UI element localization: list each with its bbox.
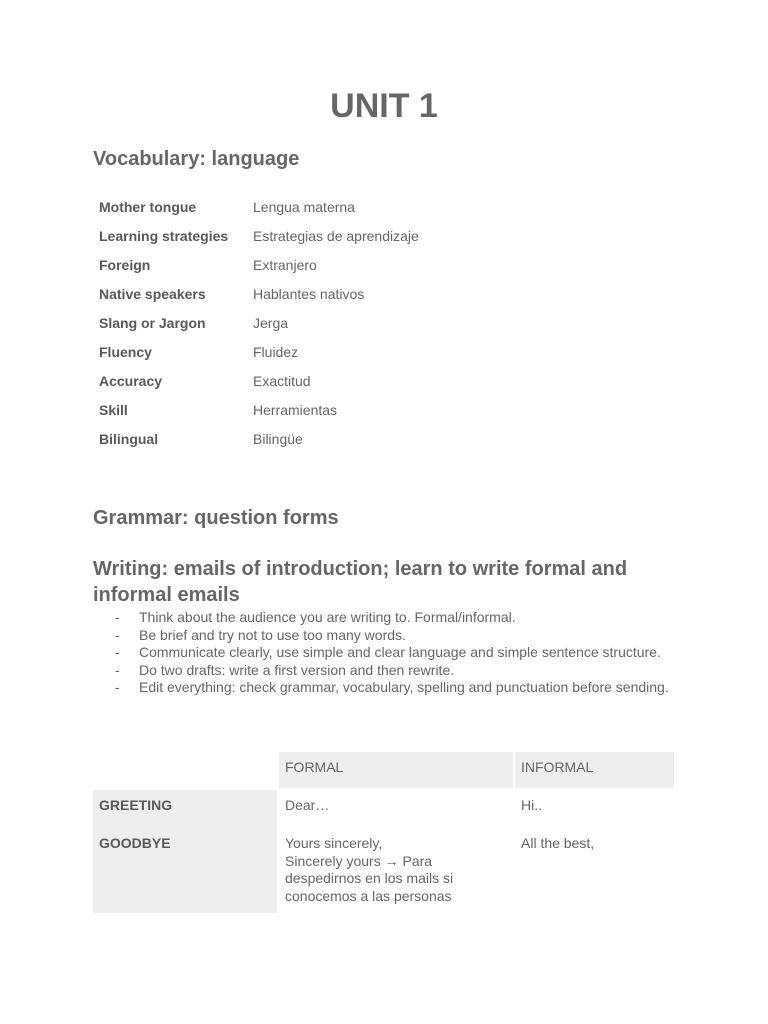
vocabulary-term: Foreign <box>99 256 151 273</box>
bullet-dash: - <box>115 644 120 660</box>
writing-tip <box>115 662 675 680</box>
greeting-label-cell <box>93 790 277 826</box>
vocabulary-term: Mother tongue <box>99 198 197 215</box>
writing-tip-text: Edit everything: check grammar, vocabulary, spelling and punctuation before sending. <box>139 679 669 695</box>
vocabulary-translation: Bilingüe <box>253 430 303 447</box>
vocabulary-row <box>93 366 419 395</box>
vocabulary-translation: Extranjero <box>253 256 317 273</box>
goodbye-label-cell <box>93 828 277 913</box>
greeting-formal: Dear… <box>285 797 330 813</box>
greeting-label: GREETING <box>99 797 173 813</box>
vocabulary-table-body <box>93 192 419 453</box>
goodbye-formal-note: Sincerely yours → Para despedirnos en los mails si conocemos a las personas <box>285 852 454 904</box>
table-row-greeting <box>93 790 674 826</box>
writing-tip-text: Do two drafts: write a first version and then rewrite. <box>139 661 455 678</box>
formal-header: FORMAL <box>279 752 513 788</box>
table-header-row <box>93 752 674 788</box>
bullet-dash: - <box>115 609 120 625</box>
empty-header-cell <box>93 752 277 788</box>
writing-tip-text: Be brief and try not to use too many words. <box>139 626 406 643</box>
writing-tip <box>115 609 675 627</box>
vocabulary-translation: Estrategias de aprendizaje <box>253 227 419 244</box>
writing-tip <box>115 627 675 645</box>
goodbye-label: GOODBYE <box>99 835 171 851</box>
page-title: UNIT 1 <box>330 87 438 125</box>
writing-tip <box>115 679 675 697</box>
vocabulary-heading: Vocabulary: language <box>93 148 300 170</box>
writing-tip-text: Communicate clearly, use simple and clear language and simple sentence structure. <box>139 644 661 660</box>
vocabulary-term: Bilingual <box>99 430 159 447</box>
table-row-goodbye <box>93 828 674 913</box>
vocabulary-term: Native speakers <box>99 285 206 302</box>
vocabulary-translation: Lengua materna <box>253 198 355 215</box>
vocabulary-translation: Hablantes nativos <box>253 285 365 302</box>
writing-tips-list <box>115 609 675 697</box>
vocabulary-term: Fluency <box>99 343 152 360</box>
vocabulary-translation: Jerga <box>253 314 289 331</box>
vocabulary-translation: Herramientas <box>253 401 338 418</box>
goodbye-formal: Yours sincerely, <box>285 835 383 851</box>
writing-tip-text: Think about the audience you are writing to. Formal/informal. <box>139 609 516 625</box>
vocabulary-row <box>93 279 419 308</box>
grammar-heading: Grammar: question forms <box>93 507 339 529</box>
vocabulary-term: Slang or Jargon <box>99 314 206 331</box>
vocabulary-translation: Exactitud <box>253 372 311 389</box>
vocabulary-row <box>93 337 419 366</box>
goodbye-informal: All the best, <box>521 835 595 851</box>
bullet-dash: - <box>115 679 120 695</box>
vocabulary-translation: Fluidez <box>253 343 299 360</box>
vocabulary-row <box>93 221 419 250</box>
greeting-informal: Hi.. <box>521 797 542 813</box>
informal-header: INFORMAL <box>515 752 674 788</box>
vocabulary-term: Skill <box>99 401 128 418</box>
writing-tip <box>115 644 675 662</box>
bullet-dash: - <box>115 661 120 678</box>
vocabulary-table <box>93 192 419 453</box>
vocabulary-term: Learning strategies <box>99 227 229 244</box>
vocabulary-row <box>93 395 419 424</box>
vocabulary-row <box>93 250 419 279</box>
email-comparison-table <box>91 752 676 913</box>
vocabulary-row <box>93 192 419 221</box>
vocabulary-row <box>93 308 419 337</box>
writing-heading: Writing: emails of introduction; learn to write formal and informal emails <box>93 558 628 606</box>
goodbye-formal-cell <box>279 828 513 913</box>
bullet-dash: - <box>115 626 120 643</box>
vocabulary-row <box>93 424 419 453</box>
vocabulary-term: Accuracy <box>99 372 163 389</box>
